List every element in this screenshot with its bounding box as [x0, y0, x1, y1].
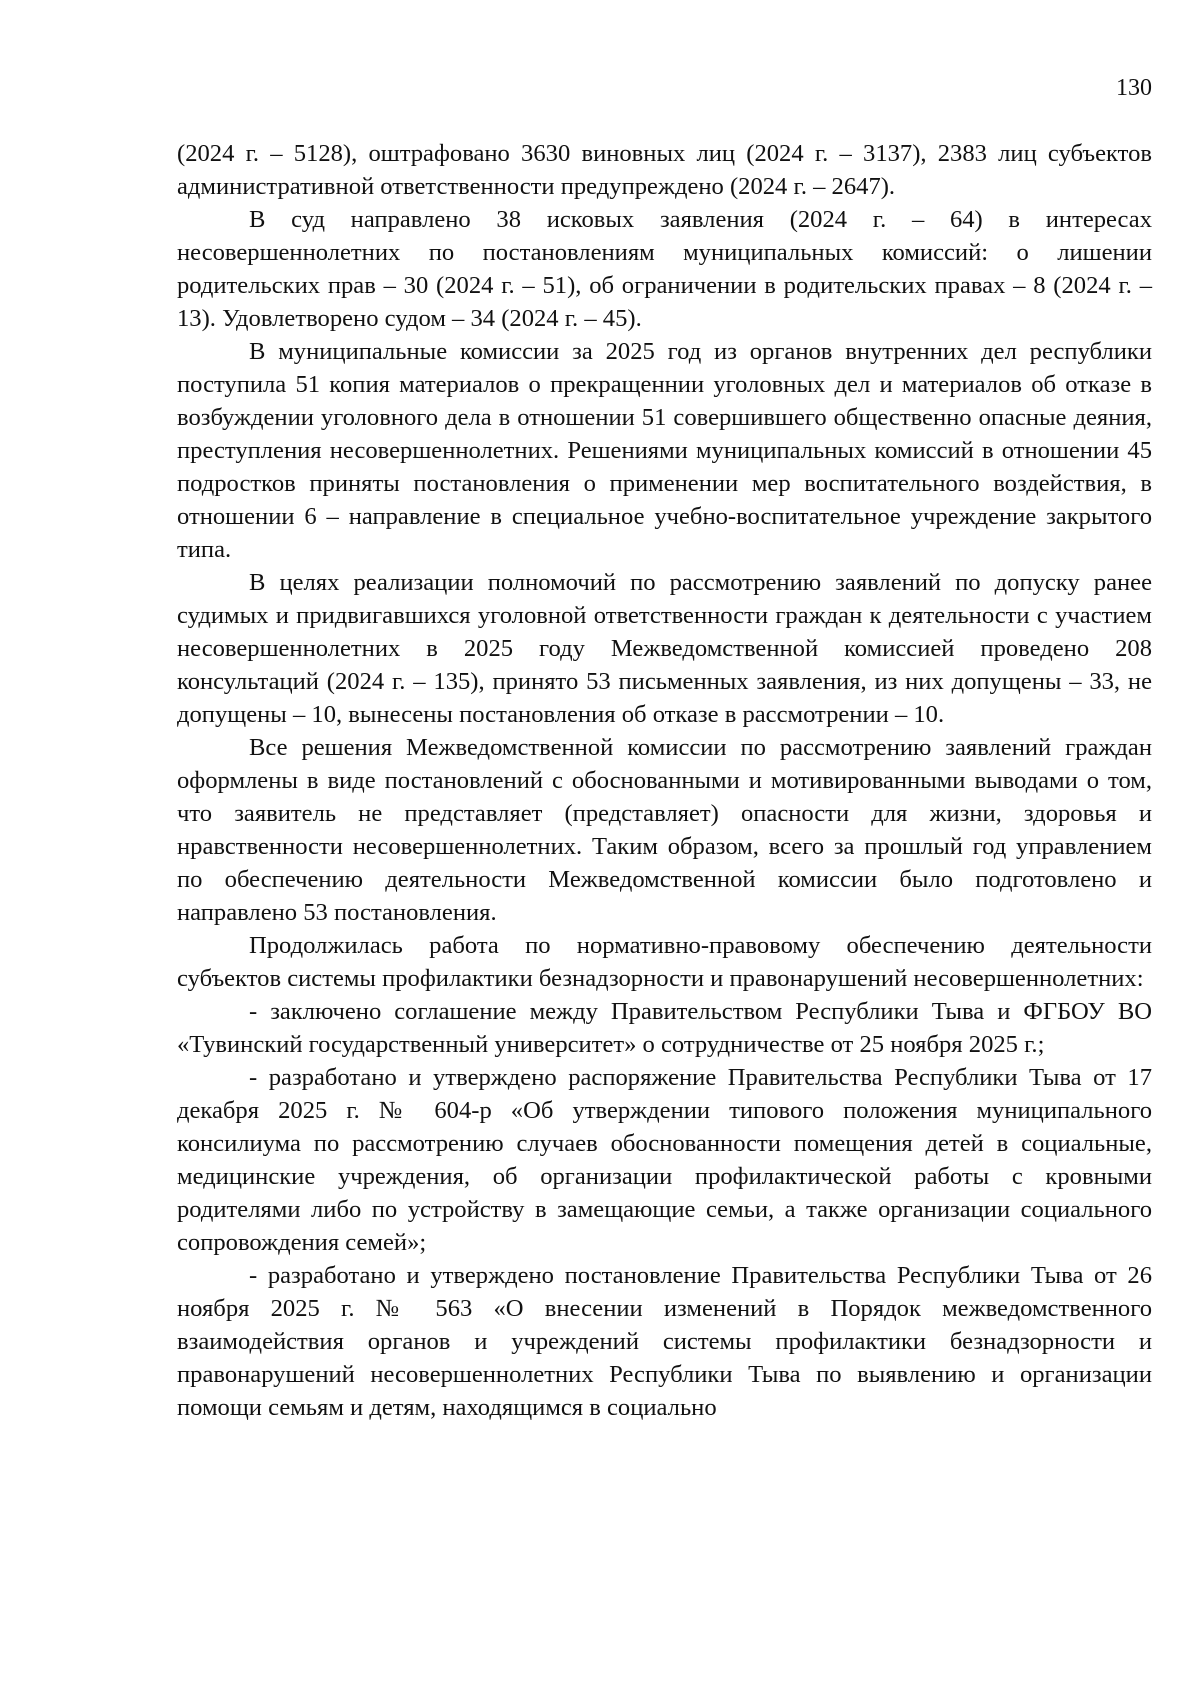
list-item-agreement: - заключено соглашение между Правительством Республики Тыва и ФГБОУ ВО «Тувинский государственный университет» о сотрудничестве от 25 ноября 2025 г.;: [177, 998, 1152, 1058]
paragraph-admission-applications: В целях реализации полномочий по рассмотрению заявлений по допуску ранее судимых и придвигавшихся уголовной ответственности граждан к деятельности с участием несовершеннолетних в 2025 году Межведомственной комиссией проведено 208 консультаций (2024 г. – 135), принято 53 письменных заявления, из них допущены – 33, не допущены – 10, вынесены постановления об отказе в рассмотрении – 10.: [177, 569, 1152, 728]
list-item-resolution-563: - разработано и утверждено постановление Правительства Республики Тыва от 26 ноября 2025 г. № 563 «О внесении изменений в Порядок межведомственного взаимодействия органов и учреждений системы профилактики безнадзорности и правонарушений несовершеннолетних Республики Тыва по выявлению и организации помощи семьям и детям, находящимся в социально: [177, 1262, 1152, 1421]
list-item-order-604: - разработано и утверждено распоряжение Правительства Республики Тыва от 17 декабря 2025 г. № 604-р «Об утверждении типового положения муниципального консилиума по рассмотрению случаев обоснованности помещения детей в социальные, медицинские учреждения, об организации профилактической работы с кровными родителями либо по устройству в замещающие семьи, а также организации социального сопровождения семей»;: [177, 1064, 1152, 1256]
paragraph-commission-decisions: Все решения Межведомственной комиссии по рассмотрению заявлений граждан оформлены в виде постановлений с обоснованными и мотивированными выводами о том, что заявитель не представляет (представляет) опасности для жизни, здоровья и нравственности несовершеннолетних. Таким образом, всего за прошлый год управлением по обеспечению деятельности Межведомственной комиссии было подготовлено и направлено 53 постановления.: [177, 734, 1152, 926]
paragraph-criminal-materials: В муниципальные комиссии за 2025 год из органов внутренних дел республики поступила 51 копия материалов о прекращеннии уголовных дел и материалов об отказе в возбуждении уголовного дела в отношении 51 совершившего общественно опасные деяния, преступления несовершеннолетних. Решениями муниципальных комиссий в отношении 45 подростков приняты постановления о применении мер воспитательного воздействия, в отношении 6 – направление в специальное учебно-воспитательное учреждение закрытого типа.: [177, 338, 1152, 563]
document-body: [177, 137, 1152, 1424]
page-number: 130: [1116, 75, 1152, 101]
paragraph-regulatory-work: Продолжилась работа по нормативно-правовому обеспечению деятельности субъектов системы профилактики безнадзорности и правонарушений несовершеннолетних:: [177, 932, 1152, 992]
paragraph-fines-summary: (2024 г. – 5128), оштрафовано 3630 виновных лиц (2024 г. – 3137), 2383 лиц субъектов административной ответственности предупреждено (2024 г. – 2647).: [177, 140, 1152, 200]
paragraph-court-claims: В суд направлено 38 исковых заявления (2024 г. – 64) в интересах несовершеннолетних по постановлениям муниципальных комиссий: о лишении родительских прав – 30 (2024 г. – 51), об ограничении в родительских правах – 8 (2024 г. – 13). Удовлетворено судом – 34 (2024 г. – 45).: [177, 206, 1152, 332]
